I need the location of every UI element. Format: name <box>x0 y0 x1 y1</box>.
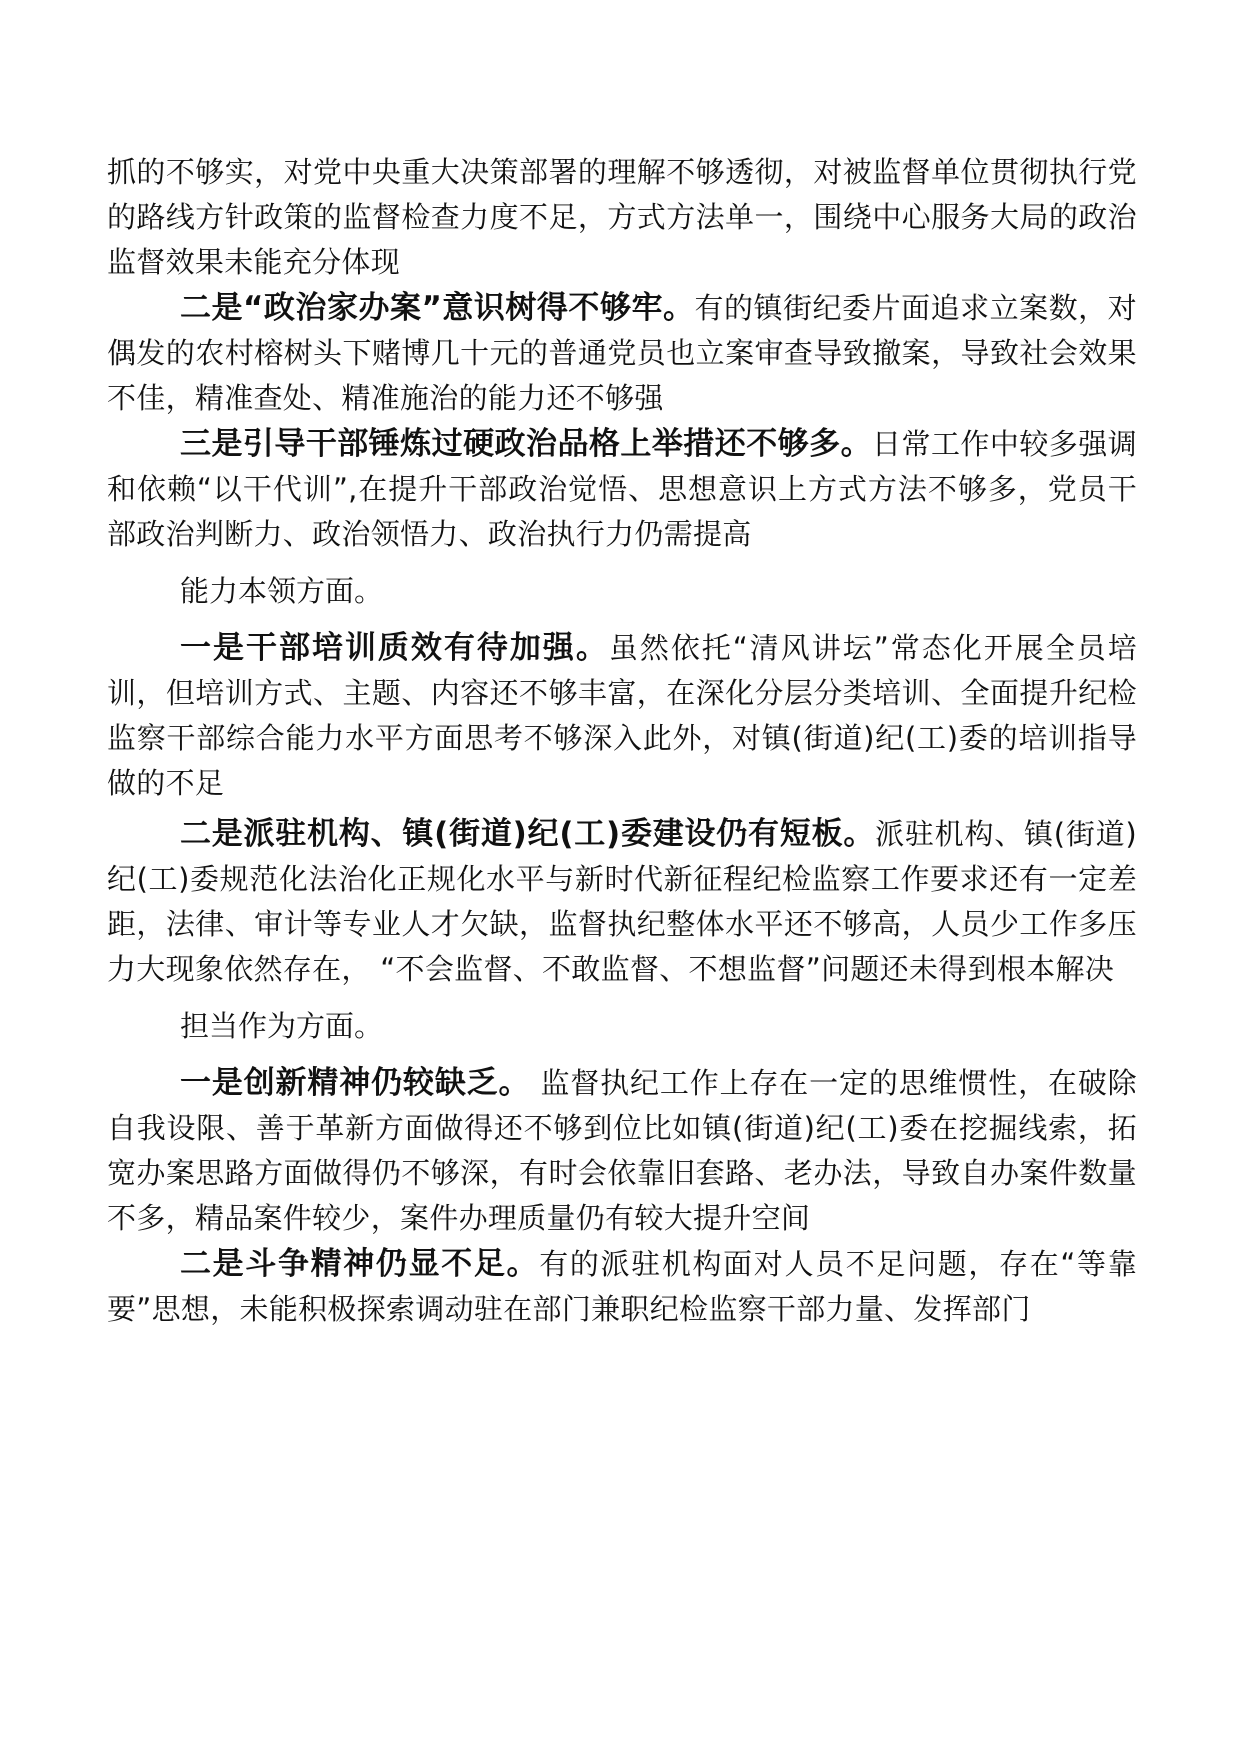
paragraph-training-quality <box>107 626 1137 806</box>
paragraph-body: 抓的不够实，对党中央重大决策部署的理解不够透彻，对被监督单位贯彻执行党的路线方针政策的监督检查力度不足，方式方法单一，围绕中心服务大局的政治监督效果未能充分体现 <box>107 155 1137 279</box>
paragraph-body: 派驻机构、镇(街道)纪(工)委规范化法治化正规化水平与新时代新征程纪检监察工作要求还有一定差距，法律、审计等专业人才欠缺，监督执纪整体水平还不够高，人员少工作多压力大现象依然存在， “不会监督、不敢监督、不想监督”问题还未得到根本解决 <box>107 817 1137 986</box>
paragraph-lead: 一是干部培训质效有待加强。 <box>180 630 609 666</box>
paragraph-lead: 二是“政治家办案”意识树得不够牢。 <box>180 290 695 326</box>
paragraph-lead: 三是引导干部锤炼过硬政治品格上举措还不够多。 <box>180 426 873 462</box>
paragraph-body: 监督执纪工作上存在一定的思维惯性，在破除自我设限、善于革新方面做得还不够到位比如镇(街道)纪(工)委在挖掘线索，拓宽办案思路方面做得仍不够深，有时会依靠旧套路、老办法，导致自办案件数量不多，精品案件较少，案件办理质量仍有较大提升空间 <box>107 1066 1137 1235</box>
paragraph-continuation <box>107 150 1137 285</box>
section-heading-responsibility: 担当作为方面。 <box>180 1009 384 1043</box>
paragraph-lead: 二是派驻机构、镇(街道)纪(工)委建设仍有短板。 <box>180 816 876 852</box>
document-page <box>107 150 1137 1333</box>
section-heading-ability: 能力本领方面。 <box>180 574 384 608</box>
paragraph-lead: 二是斗争精神仍显不足。 <box>180 1246 540 1282</box>
paragraph-struggle-spirit <box>107 1242 1137 1332</box>
paragraph-political-case-handling <box>107 286 1137 421</box>
paragraph-political-character <box>107 422 1137 557</box>
paragraph-body: 有的派驻机构面对人员不足问题，存在“等靠要”思想，未能积极探索调动驻在部门兼职纪检监察干部力量、发挥部门 <box>107 1247 1137 1326</box>
paragraph-body: 日常工作中较多强调和依赖“以干代训”,在提升干部政治觉悟、思想意识上方式方法不够多，党员干部政治判断力、政治领悟力、政治执行力仍需提高 <box>107 427 1137 551</box>
paragraph-body: 虽然依托“清风讲坛”常态化开展全员培训，但培训方式、主题、内容还不够丰富，在深化分层分类培训、全面提升纪检监察干部综合能力水平方面思考不够深入此外，对镇(街道)纪(工)委的培训指导做的不足 <box>107 631 1137 800</box>
paragraph-lead: 一是创新精神仍较缺乏。 <box>180 1065 531 1101</box>
paragraph-innovation-spirit <box>107 1061 1137 1241</box>
paragraph-agency-construction <box>107 812 1137 992</box>
paragraph-body: 有的镇街纪委片面追求立案数，对偶发的农村榕树头下赌博几十元的普通党员也立案审查导致撤案，导致社会效果不佳，精准查处、精准施治的能力还不够强 <box>107 291 1137 415</box>
